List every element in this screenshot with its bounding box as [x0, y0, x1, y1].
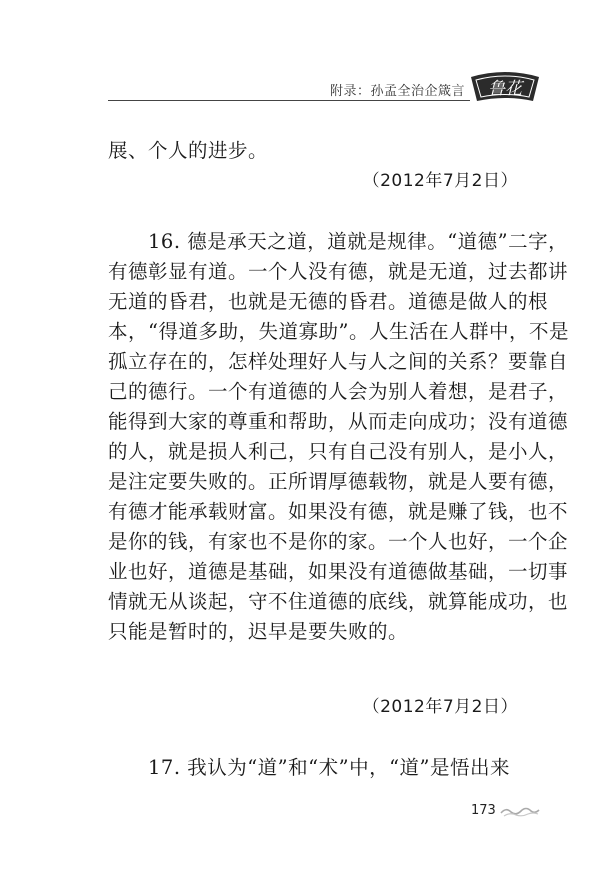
date-note-2: （2012年7月2日） [362, 697, 518, 717]
text-line: 情就无从谈起，守不住道德的底线，就算能成功，也 [108, 590, 569, 613]
svg-text:鲁花: 鲁花 [488, 79, 522, 99]
date-note-1: （2012年7月2日） [362, 171, 518, 191]
text-line: 的人，就是损人利己，只有自己没有别人，是小人， [108, 440, 569, 463]
paragraph-continuation [108, 136, 524, 166]
text-line: 己的德行。一个有道德的人会为别人着想，是君子， [108, 380, 569, 403]
text-line: 16. 德是承天之道，道就是规律。“道德”二字， [108, 230, 569, 253]
text-line: 是你的钱，有家也不是你的家。一个人也好，一个企 [108, 530, 569, 553]
text-line: 有德彰显有道。一个人没有德，就是无道，过去都讲 [108, 260, 569, 283]
header-rule [108, 100, 470, 101]
text-line: 孤立存在的，怎样处理好人与人之间的关系？要靠自 [108, 350, 569, 373]
paragraph-17 [108, 753, 524, 783]
page-number: 173 [471, 803, 496, 818]
running-header-title: 附录：孙孟全治企箴言 [330, 84, 466, 99]
wave-ornament-icon [500, 804, 540, 818]
text-line: 能得到大家的尊重和帮助，从而走向成功；没有道德 [108, 410, 569, 433]
text-line: 17. 我认为“道”和“术”中，“道”是悟出来 [108, 756, 511, 779]
paragraph-16 [108, 227, 569, 647]
text-line: 展、个人的进步。 [108, 139, 269, 162]
text-line: 业也好，道德是基础，如果没有道德做基础，一切事 [108, 560, 569, 583]
luhua-logo-seal [467, 69, 543, 105]
text-line: 是注定要失败的。正所谓厚德载物，就是人要有德， [108, 470, 569, 493]
text-line: 本，“得道多助，失道寡助”。人生活在人群中，不是 [108, 320, 569, 343]
text-line: 只能是暂时的，迟早是要失败的。 [108, 620, 409, 643]
text-line: 有德才能承载财富。如果没有德，就是赚了钱，也不 [108, 500, 569, 523]
text-line: 无道的昏君，也就是无德的昏君。道德是做人的根 [108, 290, 549, 313]
